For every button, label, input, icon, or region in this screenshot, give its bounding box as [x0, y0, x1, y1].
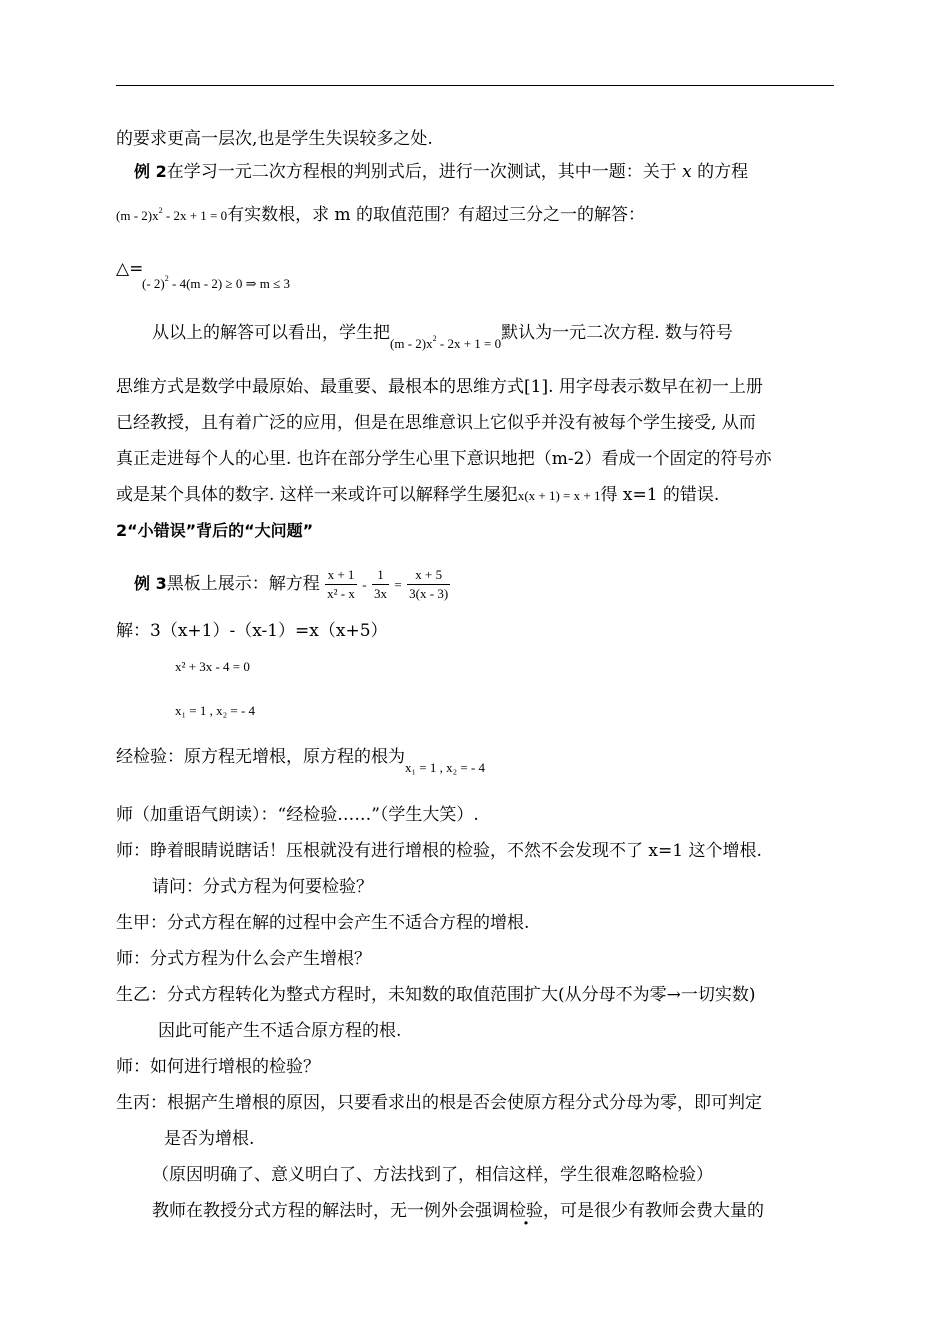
dialogue-9: 生丙：根据产生增根的原因，只要看求出的根是否会使原方程分式分母为零，即可判定 [116, 1093, 762, 1113]
check-roots: x₁ = 1 , x₂ = - 4 [405, 760, 486, 775]
paragraph-8: 或是某个具体的数字. 这样一来或许可以解释学生屡犯x(x + 1) = x + 1得 x=1 的错误. [116, 485, 720, 505]
dialogue-6: 生乙：分式方程转化为整式方程时，未知数的取值范围扩大(从分母不为零→一切实数) [116, 985, 756, 1005]
dialogue-11: （原因明确了、意义明白了、方法找到了，相信这样，学生很难忽略检验） [152, 1165, 713, 1185]
dialogue-4: 生甲：分式方程在解的过程中会产生不适合方程的增根. [116, 913, 530, 933]
inline-equation-2: x(x + 1) = x + 1 [517, 488, 601, 503]
dialogue-7: 因此可能产生不适合原方程的根. [158, 1021, 402, 1041]
fraction-1: $\frac{x + 1}{\text{x² - x}}$ [327, 567, 355, 601]
delta-expression: (- 2)$^2$ - 4(m - 2) ≥ 0 ⇒ m ≤ 3 [142, 274, 290, 291]
paragraph-7: 真正走进每个人的心里. 也许在部分学生心里下意识地把（m-2）看成一个固定的符号亦 [116, 449, 772, 469]
paragraph-1: 的要求更高一层次,也是学生失误较多之处. [116, 129, 433, 149]
check-line: 经检验：原方程无增根，原方程的根为$_{x_1 = 1 , x_2 = - 4}$ [116, 747, 486, 775]
fraction-3: $\frac{x + 5}{3(x - 3)}$ [409, 567, 449, 601]
emphasized-word: 检验 [509, 1201, 543, 1221]
fraction-2: $\frac{1}{3x}$ [374, 567, 388, 601]
variable-x: x [682, 162, 692, 182]
inline-equation: (m - 2)x2 - 2x + 1 = 0 [390, 334, 502, 351]
section-heading: 2“小错误”背后的“大问题” [116, 521, 314, 540]
quadratic-equation: $(m - 2)x^2 - 2x + 1 = 0$ [116, 206, 228, 223]
dialogue-2: 师：睁着眼睛说瞎话！压根就没有进行增根的检验，不然不会发现不了 x=1 这个增根. [116, 841, 762, 861]
dialogue-8: 师：如何进行增根的检验？ [116, 1057, 320, 1077]
example-2-text: 在学习一元二次方程根的判别式后，进行一次测试，其中一题：关于 [166, 162, 677, 182]
solution-line-2: x² + 3x - 4 = 0 [175, 659, 250, 674]
example-3-line: 例 3黑板上展示：解方程 $\frac{x + 1}{\text{x² - x}}$ - $\frac{1}{3x}$ = $\frac{x + 5}{3(x - 3)}$ [134, 567, 449, 601]
delta-label: △= [116, 259, 144, 279]
example-2-label: 例 2 [134, 162, 167, 181]
header-rule [116, 85, 834, 86]
example-3-text: 黑板上展示：解方程 [166, 574, 320, 594]
example-2-line [134, 161, 748, 183]
solution-line-1: 解：3（x+1）-（x-1）=x（x+5） [116, 621, 388, 641]
paragraph-6: 已经教授，且有着广泛的应用，但是在思维意识上它似乎并没有被每个学生接受, 从而 [116, 413, 756, 433]
dialogue-5: 师：分式方程为什么会产生增根？ [116, 949, 371, 969]
solution-line-3: x₁ = 1 , x₂ = - 4 [175, 703, 256, 718]
dialogue-3: 请问：分式方程为何要检验？ [152, 877, 373, 897]
example-3-label: 例 3 [134, 574, 167, 593]
dialogue-1: 师（加重语气朗读）：“经检验……”（学生大笑）. [116, 805, 479, 825]
paragraph-5: 思维方式是数学中最原始、最重要、最根本的思维方式[1]. 用字母表示数早在初一上册 [116, 377, 763, 397]
paragraph-4: 从以上的解答可以看出，学生把$_{(m - 2)x^2 - 2x + 1 = 0}$默认为一元二次方程. 数与符号 [152, 323, 733, 351]
equation-line [116, 200, 645, 227]
equation-question: 有实数根，求 m 的取值范围？有超过三分之一的解答： [227, 205, 646, 225]
dialogue-10: 是否为增根. [164, 1129, 255, 1149]
example-2-tail: 的方程 [697, 162, 749, 182]
closing-paragraph: 教师在教授分式方程的解法时，无一例外会强调检验，可是很少有教师会费大量的 [152, 1201, 764, 1221]
